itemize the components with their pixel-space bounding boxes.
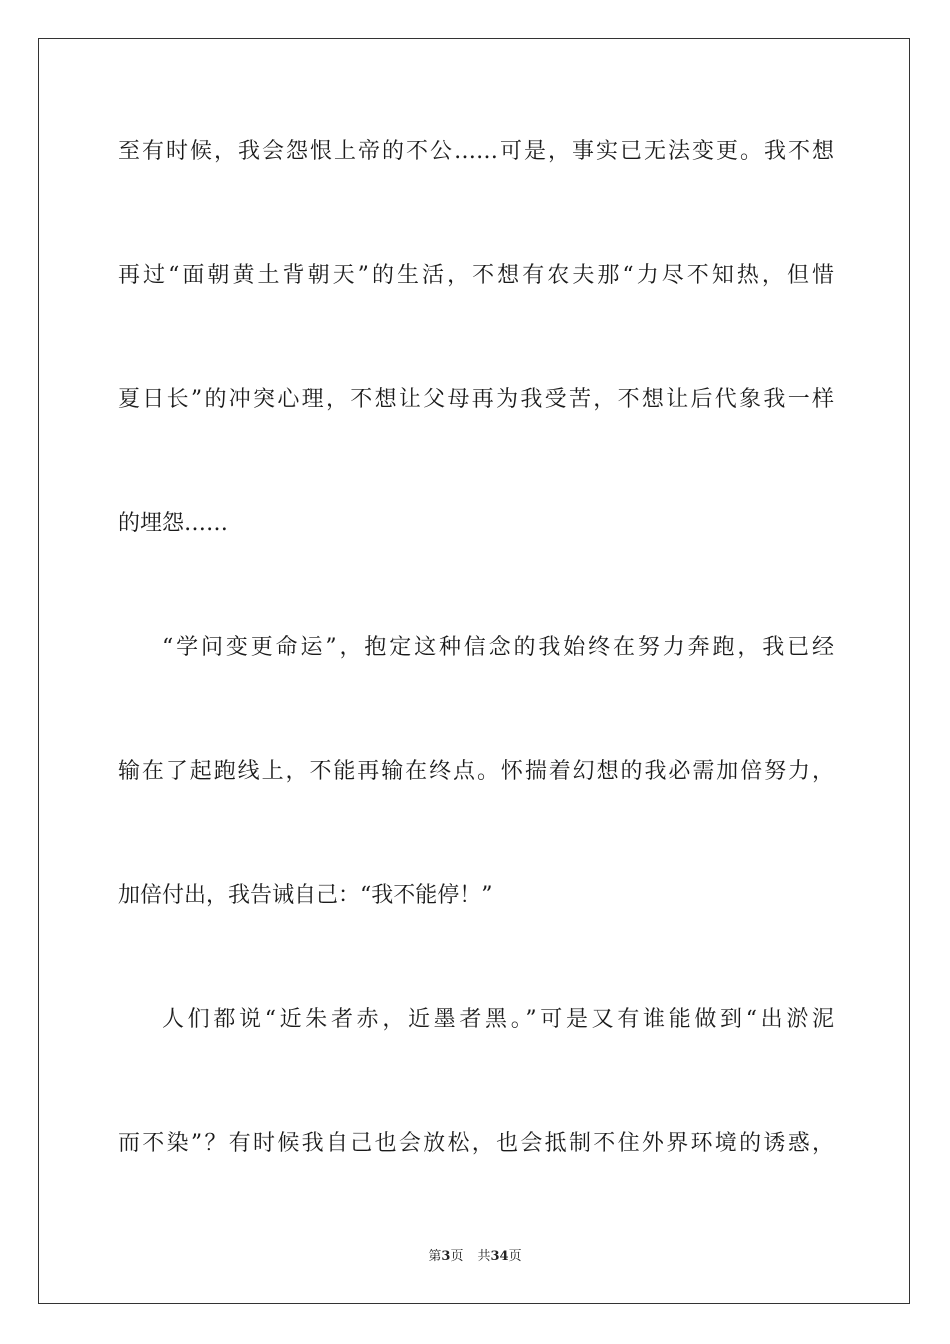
page-number: 3 <box>441 1249 451 1264</box>
text-line-8: 人们都说“近朱者赤，近墨者黑。”可是又有谁能做到“出淤泥 <box>162 1007 834 1032</box>
total-pages-prefix: 共 <box>477 1249 491 1264</box>
total-pages-suffix: 页 <box>508 1249 522 1264</box>
text-line-2: 再过“面朝黄土背朝天”的生活，不想有农夫那“力尽不知热，但惜 <box>118 263 834 288</box>
text-line-1: 至有时候，我会怨恨上帝的不公……可是，事实已无法变更。我不想 <box>118 139 834 164</box>
text-line-9: 而不染”？有时候我自己也会放松，也会抵制不住外界环境的诱惑， <box>118 1131 834 1156</box>
text-line-3: 夏日长”的冲突心理，不想让父母再为我受苦，不想让后代象我一样 <box>118 387 834 412</box>
page-border <box>38 38 910 1304</box>
text-line-4: 的埋怨…… <box>118 511 229 536</box>
text-line-7: 加倍付出，我告诫自己：“我不能停！” <box>118 883 493 908</box>
page-footer <box>0 1248 950 1266</box>
page-number-suffix: 页 <box>450 1249 464 1264</box>
total-pages: 34 <box>490 1249 509 1264</box>
page-number-prefix: 第 <box>428 1249 442 1264</box>
text-line-6: 输在了起跑线上，不能再输在终点。怀揣着幻想的我必需加倍努力， <box>118 759 834 784</box>
text-line-5: “学问变更命运”，抱定这种信念的我始终在努力奔跑，我已经 <box>162 635 834 660</box>
